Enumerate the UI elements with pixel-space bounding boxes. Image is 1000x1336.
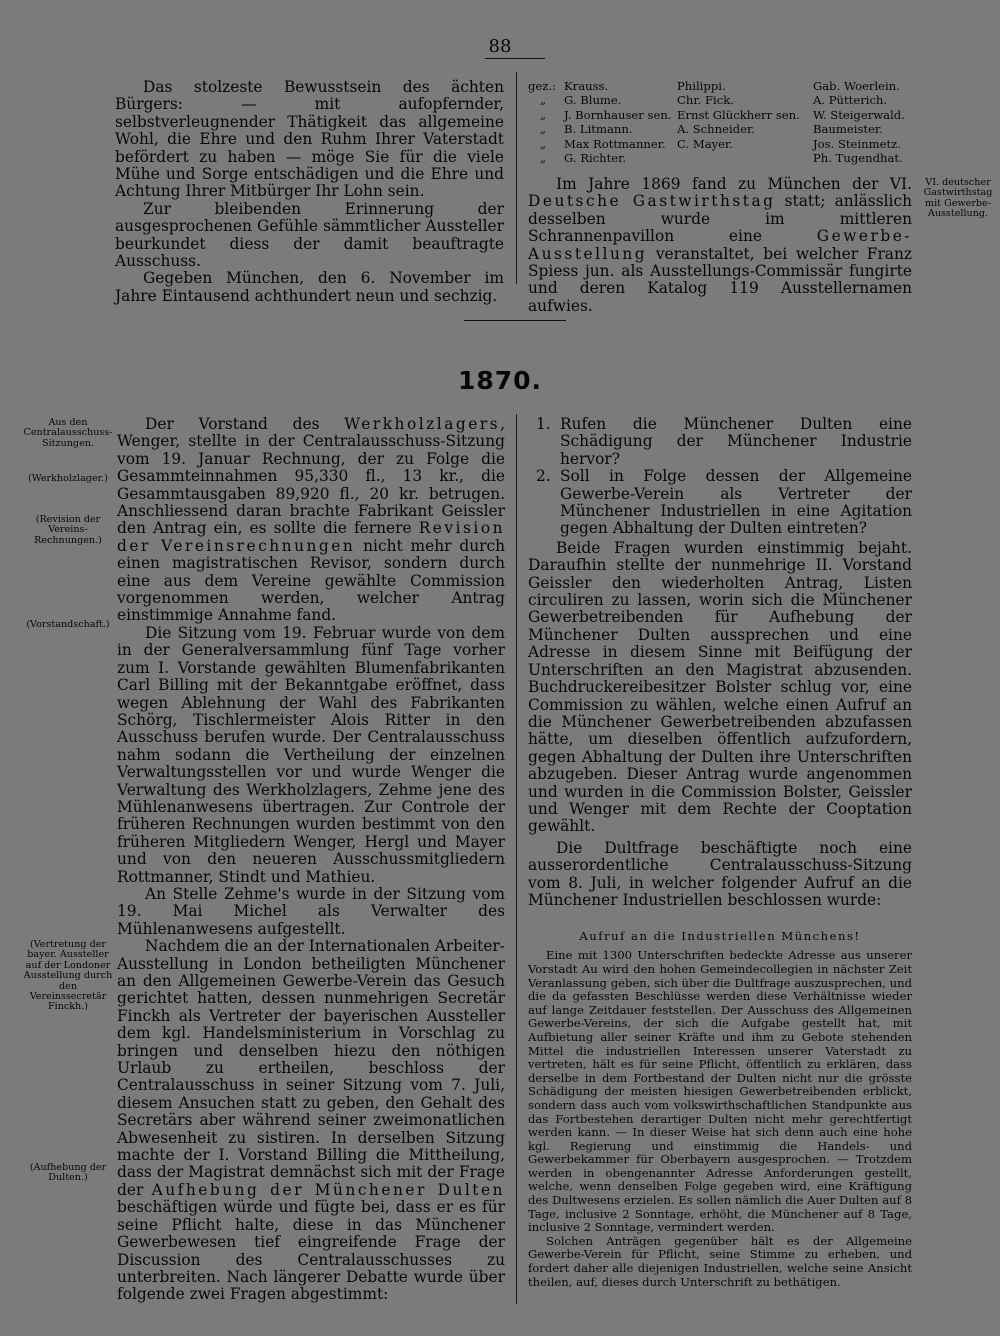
signature-name <box>677 151 813 165</box>
signature-prefix: „ <box>540 107 547 122</box>
section-separator-rule <box>464 320 566 321</box>
signature-row <box>528 122 913 136</box>
signature-row <box>528 79 913 93</box>
signature-name: Max Rottmanner. <box>564 136 666 151</box>
aufruf-title: Aufruf an die Industriellen Münchens! <box>579 929 861 944</box>
margin-note-centralausschuss: Aus den Centralausschuss-Sitzungen. <box>23 417 113 449</box>
signature-name: Chr. Fick. <box>677 93 734 108</box>
signature-name: Ph. Tugendhat. <box>813 151 903 166</box>
text-run: statt; anlässlich desselben wurde im mittleren Schrannenpavillon eine <box>528 192 912 246</box>
text-run: nicht mehr durch einen magistratischen Revisor, sondern durch eine aus dem Vereine gewählte Commission vorgenommen werden, welcher Antrag einstimmige Annahme fand. <box>117 536 505 625</box>
signature-prefix: „ <box>540 136 547 151</box>
signature-name: Krauss. <box>564 79 609 93</box>
london-ausstellung-paragraph <box>117 938 505 1304</box>
signature-row <box>528 108 913 122</box>
signature-row <box>528 93 913 107</box>
margin-note-dulten: (Aufhebung der Dulten.) <box>29 1162 107 1184</box>
margin-note-gastwirthstag: VI. deutscher Gastwirthstag mit Gewerbe-Ausstellung. <box>923 177 993 220</box>
signature-name: W. Steigerwald. <box>813 107 905 122</box>
signature-prefix: „ <box>540 122 547 137</box>
main-right-column <box>528 415 912 1289</box>
margin-note-revision: (Revision der Vereins-Rechnungen.) <box>34 514 102 546</box>
dultfrage-paragraph: Die Dultfrage beschäftigte noch eine ausserordentliche Centralausschuss-Sitzung vom 8. Juli, in welcher folgender Aufruf an die Münchener Industriellen beschlossen wurde: <box>528 838 912 909</box>
signature-name: Gab. Woerlein. <box>813 79 900 93</box>
gastwirthstag-paragraph <box>528 176 912 315</box>
top-left-paragraph-2: Zur bleibenden Erinnerung der ausgesprochenen Gefühle sämmtlicher Aussteller beurkundet diess der damit beauftragte Ausschuss. <box>115 199 504 271</box>
text-run: veranstaltet, bei welcher Franz Spiess jun. als Ausstellungs-Commissär fungirte und deren Katalog 119 Ausstellernamen aufwies. <box>528 244 912 315</box>
spaced-term: Aufhebung der Münchener Dulten <box>151 1180 505 1199</box>
spaced-term: Gewerbe-Ausstellung <box>528 227 912 263</box>
top-left-paragraph-3: Gegeben München, den 6. November im Jahre Eintausend achthundert neun und sechzig. <box>115 269 504 305</box>
text-run: , Wenger, stellte in der Centralausschuss-Sitzung vom 19. Januar Rechnung, der zu Folge die Gesammteinnahmen 95,330 fl., 13 kr., die Gesammtausgaben 89,920 fl., 20 kr. betrugen. Anschliessend daran brachte Fabrikant Geissler den Antrag ein, es sollte die fernere <box>117 415 505 538</box>
text-run: Der Vorstand des <box>145 415 345 433</box>
year-heading: 1870. <box>457 366 543 395</box>
main-left-column <box>117 416 505 1304</box>
list-item <box>536 468 912 538</box>
aufruf-block <box>528 929 912 1289</box>
top-column-divider <box>516 72 517 284</box>
signature-list <box>528 79 913 165</box>
signature-name: Ernst Glückherr sen. <box>677 107 800 122</box>
signature-name: A. Schneider. <box>677 122 755 137</box>
signature-name: G. Blume. <box>564 93 622 108</box>
signature-row <box>528 137 913 151</box>
signature-name: Baumeister. <box>813 122 883 137</box>
right-body <box>528 538 912 910</box>
signature-name: Philippi. <box>677 79 726 93</box>
signature-prefix: „ <box>540 93 547 108</box>
signature-name: C. Mayer. <box>677 136 733 151</box>
beide-fragen-paragraph: Beide Fragen wurden einstimmig bejaht. Daraufhin stellte der nunmehrige II. Vorstand Geissler den wiederholten Antrag, Listen circuliren zu lassen, worin sich die Münchener Gewerbetreibenden für Aufhebung der Münchener Dulten aussprechen und eine Adresse in diesem Sinne mit Beifügung der Unterschriften an den Magistrat abzusenden. Buchdruckereibesitzer Bolster schlug vor, eine Commission zu wählen, welche einen Aufruf an die Münchener Gewerbetreibenden abzufassen hätte, um dieselben öffentlich aufzufordern, gegen Abhaltung der Dulten ihre Unterschriften abzugeben. Dieser Antrag wurde angenommen und wurden in die Commission Bolster, Geissler und Wenger mit dem Rechte der Cooptation gewählt. <box>528 538 912 836</box>
top-left-paragraph-1: Das stolzeste Bewusstsein des ächten Bürgers: — mit aufopfernder, selbstverleugnender Thätigkeit das allgemeine Wohl, die Ehre und den Ruhm Ihrer Vaterstadt befördert zu haben — möge Sie für die viele Mühe und Sorge entschädigen und die Ehre und Achtung Ihrer Mitbürger Ihr Lohn sein. <box>115 78 504 201</box>
question-number: 2. <box>536 467 551 486</box>
signature-prefix: gez.: <box>528 79 556 93</box>
text-run: beschäftigen würde und fügte bei, dass er es für seine Pflicht halte, diese in das Münchener Gewerbewesen tief eingreifende Frage der Discussion des Centralausschusses zu unterbreiten. Nach längerer Debatte wurde über folgende zwei Fragen abgestimmt: <box>117 1198 505 1304</box>
list-item <box>536 416 912 468</box>
aufruf-paragraph-2: Solchen Anträgen gegenüber hält es der Allgemeine Gewerbe-Verein für Pflicht, seine Stimme zu erheben, und fordert daher alle diejenigen Industriellen, welche seine Ansicht theilen, auf, dieses durch Unterschrift zu bethätigen. <box>528 1233 912 1289</box>
signature-name: G. Richter. <box>564 151 627 166</box>
signature-name: B. Litmann. <box>564 122 633 137</box>
margin-note-vorstandschaft: (Vorstandschaft.) <box>26 619 110 630</box>
margin-note-vertretung: (Vertretung der bayer. Aussteller auf der Londoner Ausstellung durch den Vereinssecretär Finckh.) <box>23 939 113 1013</box>
spaced-term: Revision der Vereinsrechnungen <box>117 519 505 555</box>
signature-name: A. Pütterich. <box>813 93 888 108</box>
question-list <box>536 416 912 538</box>
question-text: Rufen die Münchener Dulten eine Schädigung der Münchener Industrie hervor? <box>560 415 912 468</box>
signature-name: J. Bornhauser sen. <box>564 107 672 122</box>
aufruf-paragraph-1: Eine mit 1300 Unterschriften bedeckte Adresse aus unserer Vorstadt Au wird den hohen Gemeindecollegien in nächster Zeit Veranlassung geben, sich über die Dultfrage auszusprechen, und die da gefassten Beschlüsse werden diese Verhältnisse wieder auf lange Zeitdauer feststellen. Der Ausschuss des Allgemeinen Gewerbe-Vereins, der sich die Aufgabe gestellt hat, mit Aufbietung aller seiner Kräfte und ihm zu Gebote stehenden Mittel die industriellen Interessen unserer Vaterstadt zu vertreten, hält es für seine Pflicht, öffentlich zu erklären, dass derselbe in dem Fortbestand der Dulten nicht nur die grösste Schädigung der meisten hiesigen Gewerbetreibenden erblickt, sondern dass auch vom volkswirthschaftlichen Standpunkte aus das Fortbestehen derartiger Dulten nicht mehr gerechtfertigt werden kann. — In dieser Weise hat sich denn auch eine hohe kgl. Regierung und einstimmig die Handels- und Gewerbekammer für Oberbayern ausgesprochen. — Trotzdem werden in obengenannter Adresse Anforderungen gestellt, welche, wenn denselben Folge gegeben wird, eine Kräftigung des Dultwesens erzielen. Es sollen nämlich die Auer Dulten auf 8 Tage, inclusive 2 Sonntage, erhöht, die Münchener auf 8 Tage, inclusive 2 Sonntage, vermindert werden. <box>528 948 912 1235</box>
signature-name: Jos. Steinmetz. <box>813 136 901 151</box>
question-text: Soll in Folge dessen der Allgemeine Gewerbe-Verein als Vertreter der Münchener Industriellen in eine Agitation gegen Abhaltung der Dulten eintreten? <box>560 467 912 538</box>
top-right-column <box>528 176 912 315</box>
page-number-rule <box>485 58 545 59</box>
page-number: 88 <box>488 36 512 57</box>
text-run: Nachdem die an der Internationalen Arbeiter-Ausstellung in London betheiligten Münchener an den Allgemeinen Gewerbe-Verein das Gesuch gerichtet hatten, dessen nunmehrigen Secretär Finckh als Vertreter der bayerischen Aussteller dem kgl. Handelsministerium in Vorschlag zu bringen und denselben hiezu den nöthigen Urlaub zu ertheilen, beschloss der Centralausschuss in seiner Sitzung vom 7. Juli, diesem Ansuchen statt zu geben, den Gehalt des Secretärs aber während seiner zweimonatlichen Abwesenheit zu sistiren. In derselben Sitzung machte der I. Vorstand Billing die Mittheilung, dass der Magistrat demnächst sich mit der Frage der <box>117 937 505 1199</box>
question-number: 1. <box>536 415 551 433</box>
sitzung-mai-paragraph: An Stelle Zehme's wurde in der Sitzung vom 19. Mai Michel als Verwalter des Mühlenanwesens aufgestellt. <box>117 884 505 938</box>
text-run: Im Jahre 1869 fand zu München der VI. <box>556 175 912 193</box>
signature-prefix: „ <box>540 151 547 166</box>
werkholzlager-paragraph <box>117 416 505 625</box>
main-column-divider <box>516 414 517 1304</box>
sitzung-februar-paragraph: Die Sitzung vom 19. Februar wurde von dem in der Generalversammlung fünf Tage vorher zum I. Vorstande gewählten Blumenfabrikanten Carl Billing mit der Bekanntgabe eröffnet, dass wegen Ablehnung der Wahl des Fabrikanten Schörg, Tischlermeister Alois Ritter in den Ausschuss berufen wurde. Der Centralausschuss nahm sodann die Vertheilung der einzelnen Verwaltungsstellen vor und wurde Wenger die Verwaltung des Werkholzlagers, Zehme jene des Mühlenanwesens übertragen. Zur Controle der früheren Rechnungen wurden bestimmt von den früheren Mitgliedern Wenger, Hergl und Mayer und von den neueren Ausschussmitgliedern Rottmanner, Stindt und Mathieu. <box>117 623 505 886</box>
spaced-term: Deutsche Gastwirthstag <box>528 192 776 211</box>
margin-note-werkholzlager: (Werkholzlager.) <box>28 473 108 484</box>
spaced-term: Werkholzlagers <box>344 415 501 433</box>
top-left-column <box>115 79 504 305</box>
signature-row <box>528 151 913 165</box>
